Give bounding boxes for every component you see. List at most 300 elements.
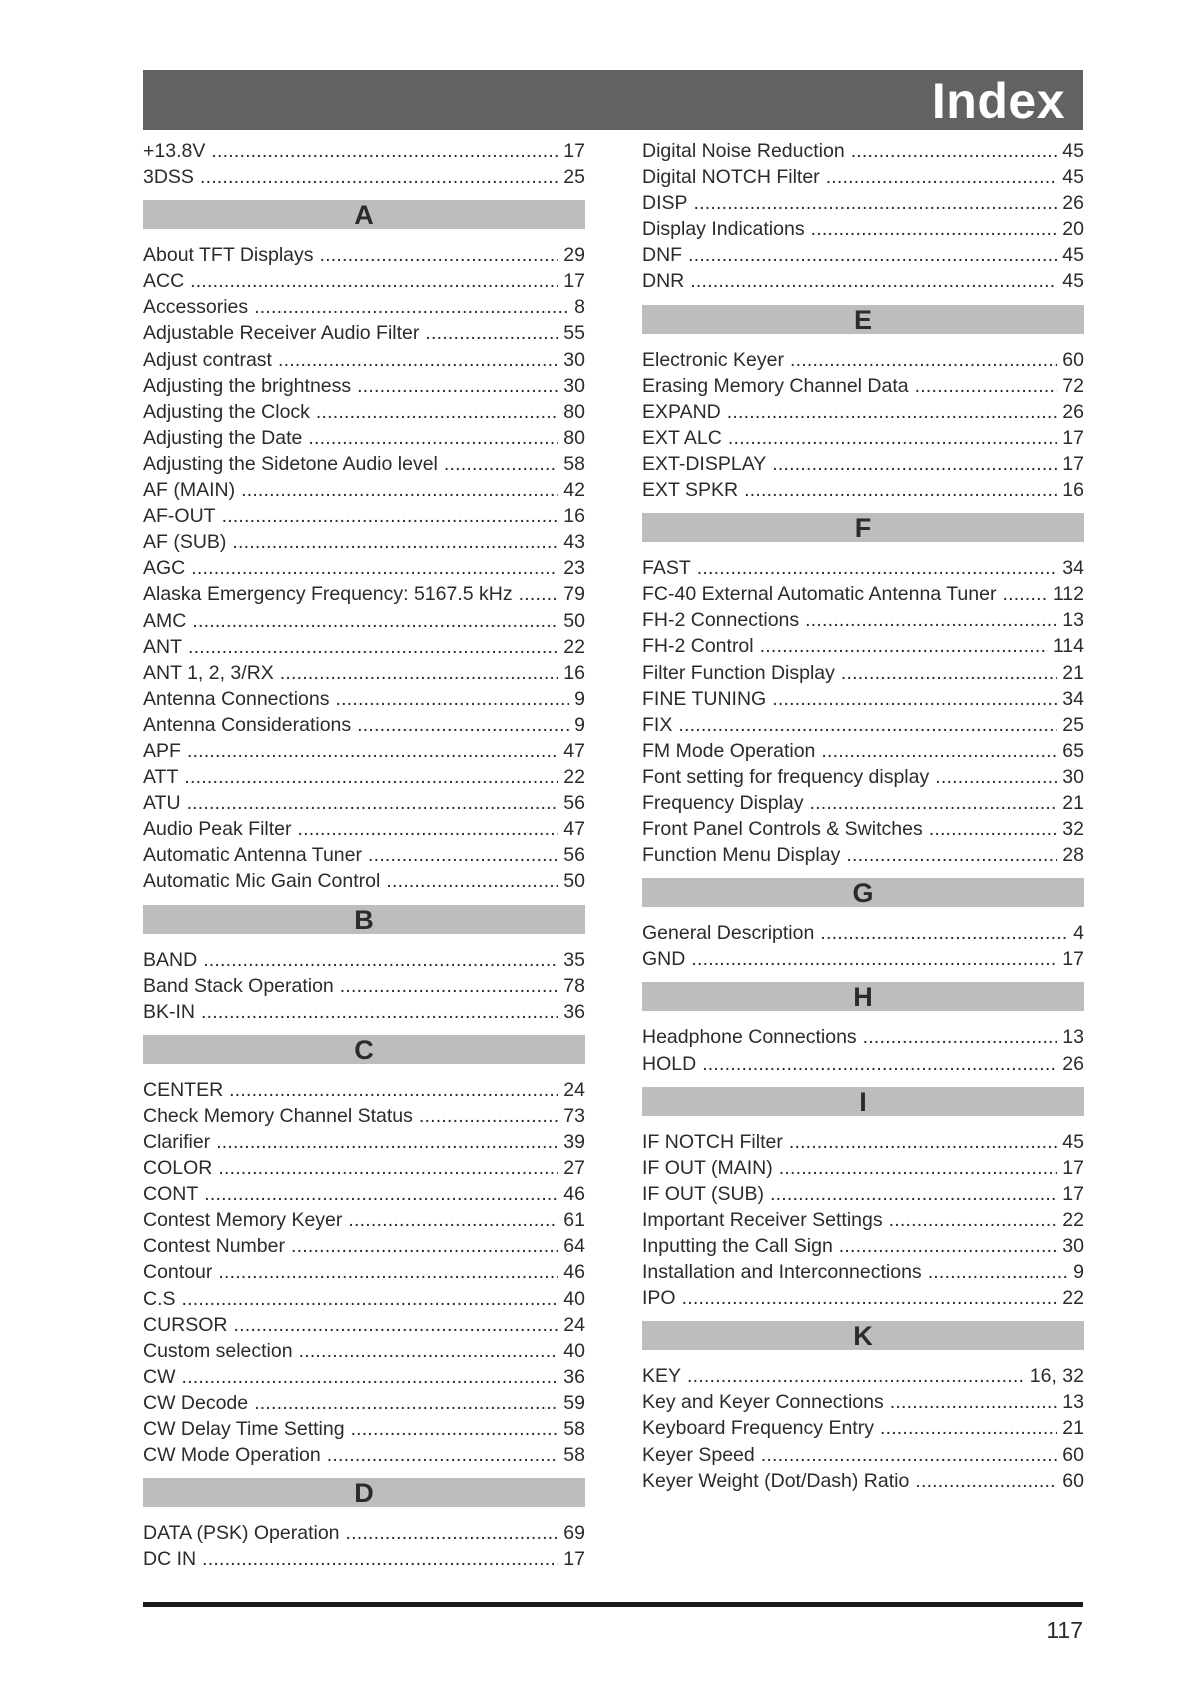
index-page-ref: 34: [1062, 687, 1084, 710]
index-entry: [143, 1103, 585, 1129]
index-page-ref: 34: [1062, 557, 1084, 580]
index-entry: [143, 608, 585, 634]
section-heading-g: G: [642, 878, 1084, 907]
index-entry: [143, 1181, 585, 1207]
index-page-ref: 43: [563, 531, 585, 554]
dot-leader: [419, 1103, 558, 1129]
index-page-ref: 9: [574, 687, 585, 710]
dot-leader: [386, 868, 558, 894]
index-entry: [143, 1416, 585, 1442]
index-page-ref: 32: [1062, 818, 1084, 841]
index-entry: [642, 1442, 1084, 1468]
index-page-ref: 56: [563, 844, 585, 867]
index-page-ref: 26: [1062, 1052, 1084, 1075]
section-heading-a: A: [143, 200, 585, 229]
index-term: AF (MAIN): [143, 479, 236, 502]
index-entry: [642, 1415, 1084, 1441]
index-entry: [642, 842, 1084, 868]
dot-leader: [772, 686, 1057, 712]
index-column-right: [642, 138, 1084, 1494]
index-entry: [642, 1129, 1084, 1155]
index-page-ref: 16, 32: [1029, 1365, 1084, 1388]
index-entry: [143, 1207, 585, 1233]
index-term: Accessories: [143, 296, 249, 319]
index-term: Contour: [143, 1261, 213, 1284]
dot-leader: [863, 1024, 1058, 1050]
index-entry: [143, 973, 585, 999]
index-term: Filter Function Display: [642, 661, 835, 684]
index-entry: [143, 738, 585, 764]
index-entry: [143, 503, 585, 529]
dot-leader: [357, 712, 569, 738]
index-entry: [143, 790, 585, 816]
index-entry: [642, 1181, 1084, 1207]
section-heading-e: E: [642, 305, 1084, 334]
dot-leader: [889, 1207, 1058, 1233]
index-entry: [642, 686, 1084, 712]
dot-leader: [182, 1364, 559, 1390]
index-term: CW: [143, 1365, 176, 1388]
index-term: Automatic Antenna Tuner: [143, 844, 362, 867]
index-term: Digital Noise Reduction: [642, 140, 845, 162]
dot-leader: [191, 555, 558, 581]
index-page-ref: 9: [1073, 1261, 1084, 1284]
index-term: Alaska Emergency Frequency: 5167.5 kHz: [143, 583, 513, 606]
dot-leader: [770, 1181, 1057, 1207]
index-entry: [642, 816, 1084, 842]
index-term: CW Decode: [143, 1391, 249, 1414]
dot-leader: [694, 190, 1058, 216]
dot-leader: [851, 138, 1058, 164]
index-entry: [143, 1259, 585, 1285]
index-entry: [143, 477, 585, 503]
index-term: EXT-DISPLAY: [642, 452, 767, 475]
index-term: Display Indications: [642, 218, 805, 241]
index-term: C.S: [143, 1287, 176, 1310]
dot-leader: [915, 373, 1058, 399]
index-page-ref: 46: [563, 1183, 585, 1206]
index-page-ref: 58: [563, 1418, 585, 1441]
section-heading-d: D: [143, 1478, 585, 1507]
index-title-bar: [143, 70, 1083, 130]
index-term: Custom selection: [143, 1339, 293, 1362]
index-entry: [642, 216, 1084, 242]
index-entry: [143, 425, 585, 451]
dot-leader: [222, 503, 559, 529]
section-heading-k: K: [642, 1321, 1084, 1350]
index-page-ref: 26: [1062, 192, 1084, 215]
index-entry: [143, 868, 585, 894]
index-term: AF (SUB): [143, 531, 227, 554]
dot-leader: [678, 712, 1057, 738]
index-page-ref: 9: [574, 713, 585, 736]
dot-leader: [232, 529, 558, 555]
index-term: Headphone Connections: [642, 1026, 857, 1049]
dot-leader: [241, 477, 558, 503]
dot-leader: [841, 660, 1057, 686]
dot-leader: [187, 790, 559, 816]
index-entry: [642, 1024, 1084, 1050]
index-entry: [642, 242, 1084, 268]
index-page-ref: 59: [563, 1391, 585, 1414]
dot-leader: [298, 816, 559, 842]
index-term: FH-2 Control: [642, 635, 754, 658]
index-page-ref: 29: [563, 244, 585, 267]
dot-leader: [935, 764, 1057, 790]
index-page-ref: 17: [1062, 948, 1084, 971]
dot-leader: [697, 555, 1058, 581]
index-page-ref: 22: [563, 766, 585, 789]
dot-leader: [192, 608, 558, 634]
index-page-ref: 56: [563, 792, 585, 815]
index-entry: [143, 164, 585, 190]
index-term: Installation and Interconnections: [642, 1261, 922, 1284]
dot-leader: [728, 425, 1057, 451]
index-page-ref: 21: [1062, 791, 1084, 814]
index-entry: [143, 1390, 585, 1416]
index-entry: [143, 1312, 585, 1338]
index-page-ref: 16: [1062, 479, 1084, 502]
index-entry: [642, 164, 1084, 190]
dot-leader: [190, 268, 558, 294]
index-term: FINE TUNING: [642, 687, 767, 710]
index-entry: [143, 581, 585, 607]
index-page-ref: 24: [563, 1313, 585, 1336]
dot-leader: [928, 1259, 1068, 1285]
index-entry: [143, 764, 585, 790]
index-entry: [642, 268, 1084, 294]
dot-leader: [809, 790, 1057, 816]
index-page-ref: 73: [563, 1104, 585, 1127]
dot-leader: [839, 1233, 1058, 1259]
index-entry: [143, 529, 585, 555]
index-term: Inputting the Call Sign: [642, 1235, 833, 1257]
dot-leader: [727, 399, 1058, 425]
dot-leader: [188, 634, 558, 660]
index-page-ref: 26: [1062, 400, 1084, 423]
index-term: KEY: [642, 1365, 682, 1388]
index-term: ATU: [143, 792, 181, 815]
index-term: Function Menu Display: [642, 844, 841, 867]
index-page-ref: 60: [1062, 1443, 1084, 1466]
index-term: Adjusting the brightness: [143, 374, 352, 397]
dot-leader: [351, 1416, 559, 1442]
dot-leader: [278, 347, 558, 373]
index-page-ref: 69: [563, 1522, 585, 1545]
dot-leader: [327, 1442, 559, 1468]
dot-leader: [744, 477, 1057, 503]
index-term: Antenna Considerations: [143, 713, 352, 736]
index-page-ref: 30: [1062, 765, 1084, 788]
index-term: Audio Peak Filter: [143, 818, 292, 841]
index-page-ref: 50: [563, 609, 585, 632]
dot-leader: [202, 1546, 558, 1572]
section-heading-b: B: [143, 905, 585, 934]
index-entry: [143, 1286, 585, 1312]
index-entry: [642, 1389, 1084, 1415]
index-term: IPO: [642, 1287, 676, 1310]
index-term: Front Panel Controls & Switches: [642, 818, 923, 841]
index-term: AF-OUT: [143, 505, 216, 528]
index-term: Band Stack Operation: [143, 974, 334, 997]
index-entry: [143, 1233, 585, 1259]
index-entry: [143, 634, 585, 660]
index-page-ref: 17: [1062, 426, 1084, 449]
index-page-ref: 47: [563, 739, 585, 762]
index-entry: [642, 1285, 1084, 1311]
index-term: EXT SPKR: [642, 479, 739, 502]
index-term: Clarifier: [143, 1131, 211, 1153]
index-page-ref: 17: [563, 270, 585, 293]
index-entry: [642, 738, 1084, 764]
index-term: Contest Number: [143, 1235, 285, 1258]
index-entry: [143, 320, 585, 346]
page-number: 117: [1046, 1617, 1083, 1643]
index-entry: [143, 842, 585, 868]
dot-leader: [821, 738, 1057, 764]
index-entry: [642, 1155, 1084, 1181]
index-page-ref: 8: [574, 296, 585, 319]
dot-leader: [779, 1155, 1058, 1181]
dot-leader: [687, 1363, 1025, 1389]
index-entry: [642, 347, 1084, 373]
index-page-ref: 21: [1062, 1417, 1084, 1440]
dot-leader: [348, 1207, 558, 1233]
index-entry: [642, 1363, 1084, 1389]
index-term: BK-IN: [143, 1000, 196, 1023]
index-term: COLOR: [143, 1157, 213, 1180]
index-page-ref: 112: [1052, 583, 1084, 606]
index-term: Frequency Display: [642, 791, 804, 814]
index-entry: [143, 373, 585, 399]
index-page-ref: 45: [1062, 244, 1084, 267]
index-term: Adjustable Receiver Audio Filter: [143, 322, 420, 345]
index-page-ref: 36: [563, 1000, 585, 1023]
index-term: Adjusting the Clock: [143, 400, 310, 423]
index-term: AGC: [143, 557, 186, 580]
index-entry: [143, 294, 585, 320]
index-term: CURSOR: [143, 1313, 228, 1336]
index-entry: [143, 451, 585, 477]
index-entry: [143, 242, 585, 268]
dot-leader: [915, 1468, 1057, 1494]
dot-leader: [702, 1051, 1057, 1077]
index-term: Keyboard Frequency Entry: [642, 1417, 874, 1440]
index-entry: [143, 1338, 585, 1364]
dot-leader: [320, 242, 559, 268]
dot-leader: [890, 1389, 1058, 1415]
index-page-ref: 13: [1062, 609, 1084, 632]
index-page-ref: 16: [563, 505, 585, 528]
index-page-ref: 50: [563, 870, 585, 893]
index-page-ref: 36: [563, 1365, 585, 1388]
index-term: DATA (PSK) Operation: [143, 1522, 340, 1545]
dot-leader: [340, 973, 559, 999]
footer-rule: [143, 1602, 1083, 1607]
dot-leader: [201, 999, 558, 1025]
index-entry: [143, 399, 585, 425]
index-page-ref: 45: [1062, 140, 1084, 162]
dot-leader: [368, 842, 558, 868]
index-page-ref: 65: [1062, 739, 1084, 762]
index-entry: [143, 1546, 585, 1572]
dot-leader: [772, 451, 1057, 477]
index-entry: [143, 686, 585, 712]
dot-leader: [291, 1233, 558, 1259]
dot-leader: [690, 268, 1057, 294]
dot-leader: [316, 399, 558, 425]
index-page-ref: 17: [1062, 1156, 1084, 1179]
index-entry: [143, 947, 585, 973]
index-page-ref: 45: [1062, 1130, 1084, 1153]
index-page-ref: 17: [563, 140, 585, 162]
index-term: Erasing Memory Channel Data: [642, 374, 909, 397]
index-page-ref: 17: [563, 1548, 585, 1571]
index-entry: [642, 764, 1084, 790]
index-term: Adjust contrast: [143, 348, 272, 371]
index-page-ref: 42: [563, 479, 585, 502]
index-entry: [143, 1442, 585, 1468]
dot-leader: [760, 633, 1048, 659]
index-term: IF NOTCH Filter: [642, 1130, 783, 1153]
index-term: +13.8V: [143, 140, 206, 162]
index-page-ref: 13: [1062, 1391, 1084, 1414]
dot-leader: [254, 1390, 558, 1416]
index-page-ref: 25: [563, 166, 585, 189]
dot-leader: [1002, 581, 1047, 607]
dot-leader: [204, 1181, 558, 1207]
index-entry: [143, 1129, 585, 1155]
index-page-ref: 27: [563, 1157, 585, 1180]
index-term: FIX: [642, 713, 673, 736]
dot-leader: [229, 1077, 558, 1103]
index-page-ref: 24: [563, 1078, 585, 1101]
dot-leader: [299, 1338, 559, 1364]
index-entry: [642, 581, 1084, 607]
index-term: Antenna Connections: [143, 687, 330, 710]
dot-leader: [929, 816, 1058, 842]
dot-leader: [811, 216, 1058, 242]
index-page-ref: 60: [1062, 348, 1084, 371]
index-term: Font setting for frequency display: [642, 765, 930, 788]
index-page-ref: 30: [563, 374, 585, 397]
index-term: CW Delay Time Setting: [143, 1418, 345, 1441]
index-entry: [143, 1520, 585, 1546]
index-page-ref: 47: [563, 818, 585, 841]
index-page-ref: 39: [563, 1131, 585, 1153]
dot-leader: [218, 1155, 558, 1181]
index-term: DC IN: [143, 1548, 197, 1571]
index-entry: [143, 816, 585, 842]
index-page-ref: 46: [563, 1261, 585, 1284]
index-term: Important Receiver Settings: [642, 1208, 883, 1231]
index-term: DISP: [642, 192, 688, 215]
index-entry: [642, 399, 1084, 425]
index-term: FM Mode Operation: [642, 739, 816, 762]
index-page-ref: 21: [1062, 661, 1084, 684]
index-term: Check Memory Channel Status: [143, 1104, 413, 1127]
index-entry: [642, 607, 1084, 633]
index-term: Adjusting the Sidetone Audio level: [143, 452, 438, 475]
index-page-ref: 72: [1062, 374, 1084, 397]
index-term: HOLD: [642, 1052, 697, 1075]
index-entry: [143, 268, 585, 294]
index-entry: [642, 190, 1084, 216]
index-term: CENTER: [143, 1078, 224, 1101]
section-heading-f: F: [642, 513, 1084, 542]
index-term: Contest Memory Keyer: [143, 1209, 343, 1232]
index-entry: [642, 1259, 1084, 1285]
index-page-ref: 64: [563, 1235, 585, 1258]
index-entry: [642, 712, 1084, 738]
index-page-ref: 45: [1062, 166, 1084, 189]
dot-leader: [820, 920, 1068, 946]
index-page-ref: 23: [563, 557, 585, 580]
dot-leader: [308, 425, 558, 451]
index-term: ATT: [143, 766, 179, 789]
index-term: IF OUT (SUB): [642, 1182, 765, 1205]
index-entry: [642, 425, 1084, 451]
page-title: Index: [931, 73, 1065, 129]
index-page-ref: 30: [563, 348, 585, 371]
index-term: Keyer Speed: [642, 1443, 755, 1466]
index-term: IF OUT (MAIN): [642, 1156, 773, 1179]
dot-leader: [200, 164, 558, 190]
index-page-ref: 58: [563, 452, 585, 475]
index-column-left: [143, 138, 585, 1572]
index-entry: [143, 660, 585, 686]
section-heading-c: C: [143, 1035, 585, 1064]
dot-leader: [182, 1286, 559, 1312]
dot-leader: [280, 660, 559, 686]
index-term: ACC: [143, 270, 185, 293]
index-page-ref: 80: [563, 426, 585, 449]
index-term: DNF: [642, 244, 683, 267]
index-page-ref: 20: [1062, 218, 1084, 241]
index-page-ref: 16: [563, 661, 585, 684]
index-page-ref: 17: [1062, 452, 1084, 475]
index-term: FC-40 External Automatic Antenna Tuner: [642, 583, 997, 606]
index-term: CW Mode Operation: [143, 1444, 321, 1467]
index-entry: [642, 946, 1084, 972]
dot-leader: [216, 1129, 558, 1155]
dot-leader: [682, 1285, 1058, 1311]
index-term: Automatic Mic Gain Control: [143, 870, 381, 893]
dot-leader: [357, 373, 558, 399]
index-term: ANT: [143, 635, 182, 658]
index-term: FAST: [642, 557, 691, 580]
index-term: Keyer Weight (Dot/Dash) Ratio: [642, 1469, 910, 1492]
index-entry: [642, 633, 1084, 659]
dot-leader: [688, 242, 1057, 268]
index-entry: [143, 1077, 585, 1103]
dot-leader: [203, 947, 558, 973]
index-entry: [642, 555, 1084, 581]
index-term: ANT 1, 2, 3/RX: [143, 661, 274, 684]
index-entry: [642, 451, 1084, 477]
section-heading-i: I: [642, 1087, 1084, 1116]
index-page-ref: 40: [563, 1339, 585, 1362]
dot-leader: [444, 451, 558, 477]
index-entry: [642, 373, 1084, 399]
index-term: General Description: [642, 922, 815, 945]
dot-leader: [425, 320, 558, 346]
index-term: Electronic Keyer: [642, 348, 784, 371]
index-entry: [642, 1468, 1084, 1494]
index-term: Adjusting the Date: [143, 426, 303, 449]
index-entry: [642, 1233, 1084, 1259]
dot-leader: [826, 164, 1058, 190]
